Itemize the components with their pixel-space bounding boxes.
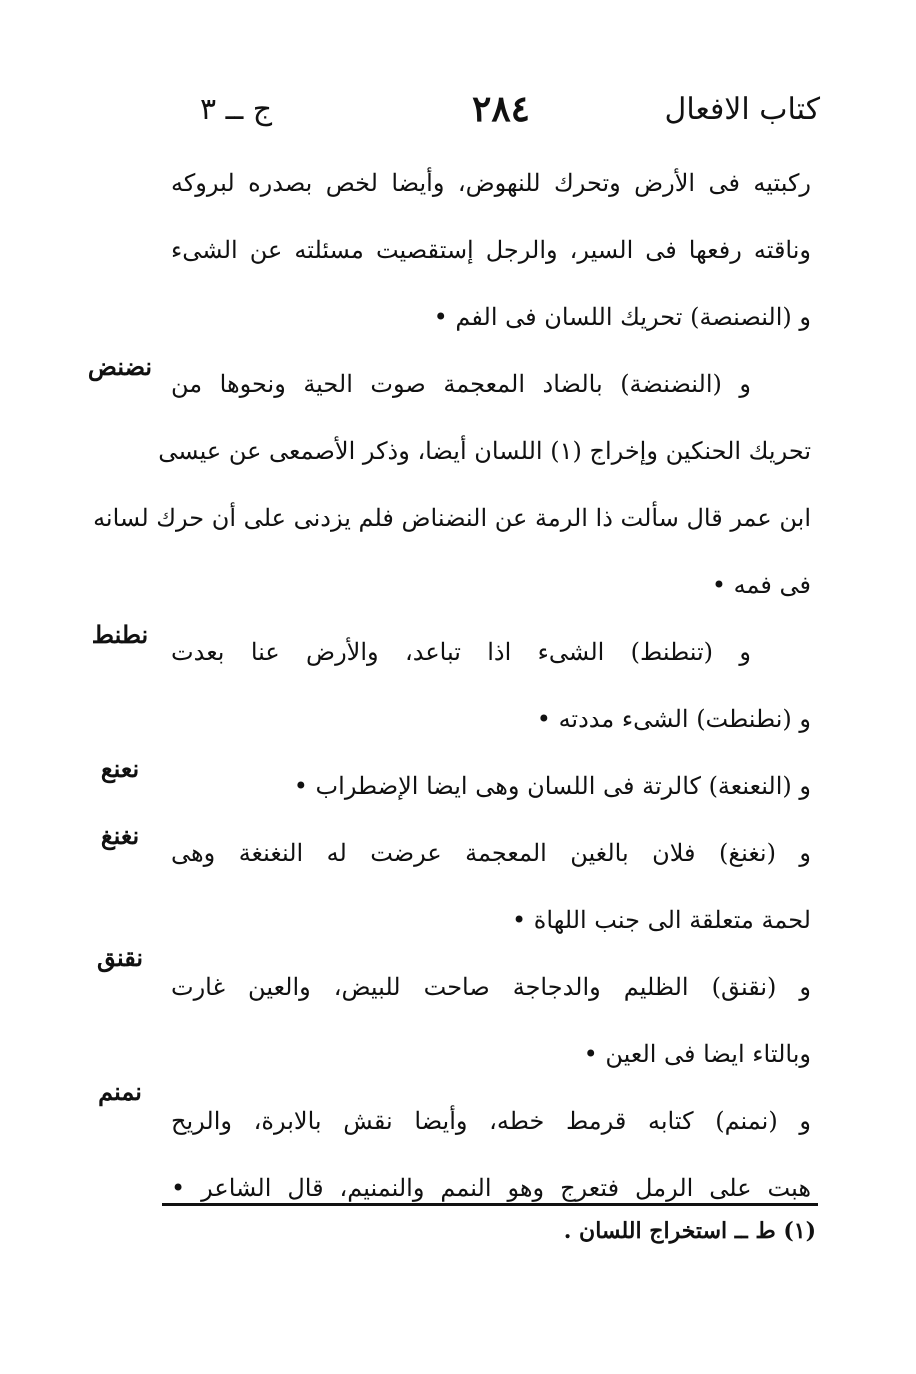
text-line: لحمة متعلقة الى جنب اللهاة • bbox=[512, 906, 811, 934]
text-line: ابن عمر قال سألت ذا الرمة عن النضناض فلم يزدنى على أن حرك لسانه bbox=[93, 504, 811, 532]
text-line: فى فمه • bbox=[711, 571, 811, 599]
text-line: و (النضنضة) بالضاد المعجمة صوت الحية ونحوها من bbox=[171, 370, 751, 398]
margin-root-word: نقنق bbox=[96, 943, 144, 972]
text-line: و (النعنعة) كالرتة فى اللسان وهى ايضا الإضطراب • bbox=[293, 772, 811, 800]
margin-root-word: نضنض bbox=[87, 352, 153, 381]
text-line: و (نمنم) كتابه قرمط خطه، وأيضا نقش بالابرة، والريح bbox=[171, 1107, 811, 1135]
page-header bbox=[180, 88, 820, 142]
main-text bbox=[93, 150, 811, 1222]
text-line: و (نغنغ) فلان بالغين المعجمة عرضت له النغنغة وهى bbox=[171, 839, 811, 867]
text-line: وناقته رفعها فى السير، والرجل إستقصيت مسئلته عن الشىء bbox=[171, 236, 811, 264]
text-line: وبالتاء ايضا فى العين • bbox=[583, 1040, 811, 1068]
margin-root-word: نمنم bbox=[98, 1077, 142, 1106]
text-line: هبت على الرمل فتعرج وهو النمم والنمنيم، قال الشاعر • bbox=[171, 1174, 811, 1202]
text-line: تحريك الحنكين وإخراج (١) اللسان أيضا، وذكر الأصمعى عن عيسى bbox=[158, 437, 811, 465]
book-title: كتاب الافعال bbox=[664, 92, 820, 127]
footnote: (١) ط ــ استخراج اللسان . bbox=[563, 1218, 816, 1244]
footnote-divider bbox=[162, 1203, 818, 1206]
page-number: ٢٨٤ bbox=[471, 88, 530, 130]
text-line: ركبتيه فى الأرض وتحرك للنهوض، وأيضا لخص بصدره لبروكه bbox=[171, 169, 811, 197]
margin-root-word: نعنع bbox=[100, 754, 140, 783]
text-line: و (نقنق) الظليم والدجاجة صاحت للبيض، والعين غارت bbox=[171, 973, 811, 1001]
margin-root-word: نغنغ bbox=[100, 821, 140, 850]
text-line: و (النصنصة) تحريك اللسان فى الفم • bbox=[433, 303, 811, 331]
volume-label: ج ــ ٣ bbox=[200, 92, 273, 127]
text-line: و (نطنطت) الشىء مددته • bbox=[536, 705, 811, 733]
text-line: و (تنطنط) الشىء اذا تباعد، والأرض عنا بعدت bbox=[171, 638, 751, 666]
margin-root-word: نطنط bbox=[91, 620, 149, 649]
